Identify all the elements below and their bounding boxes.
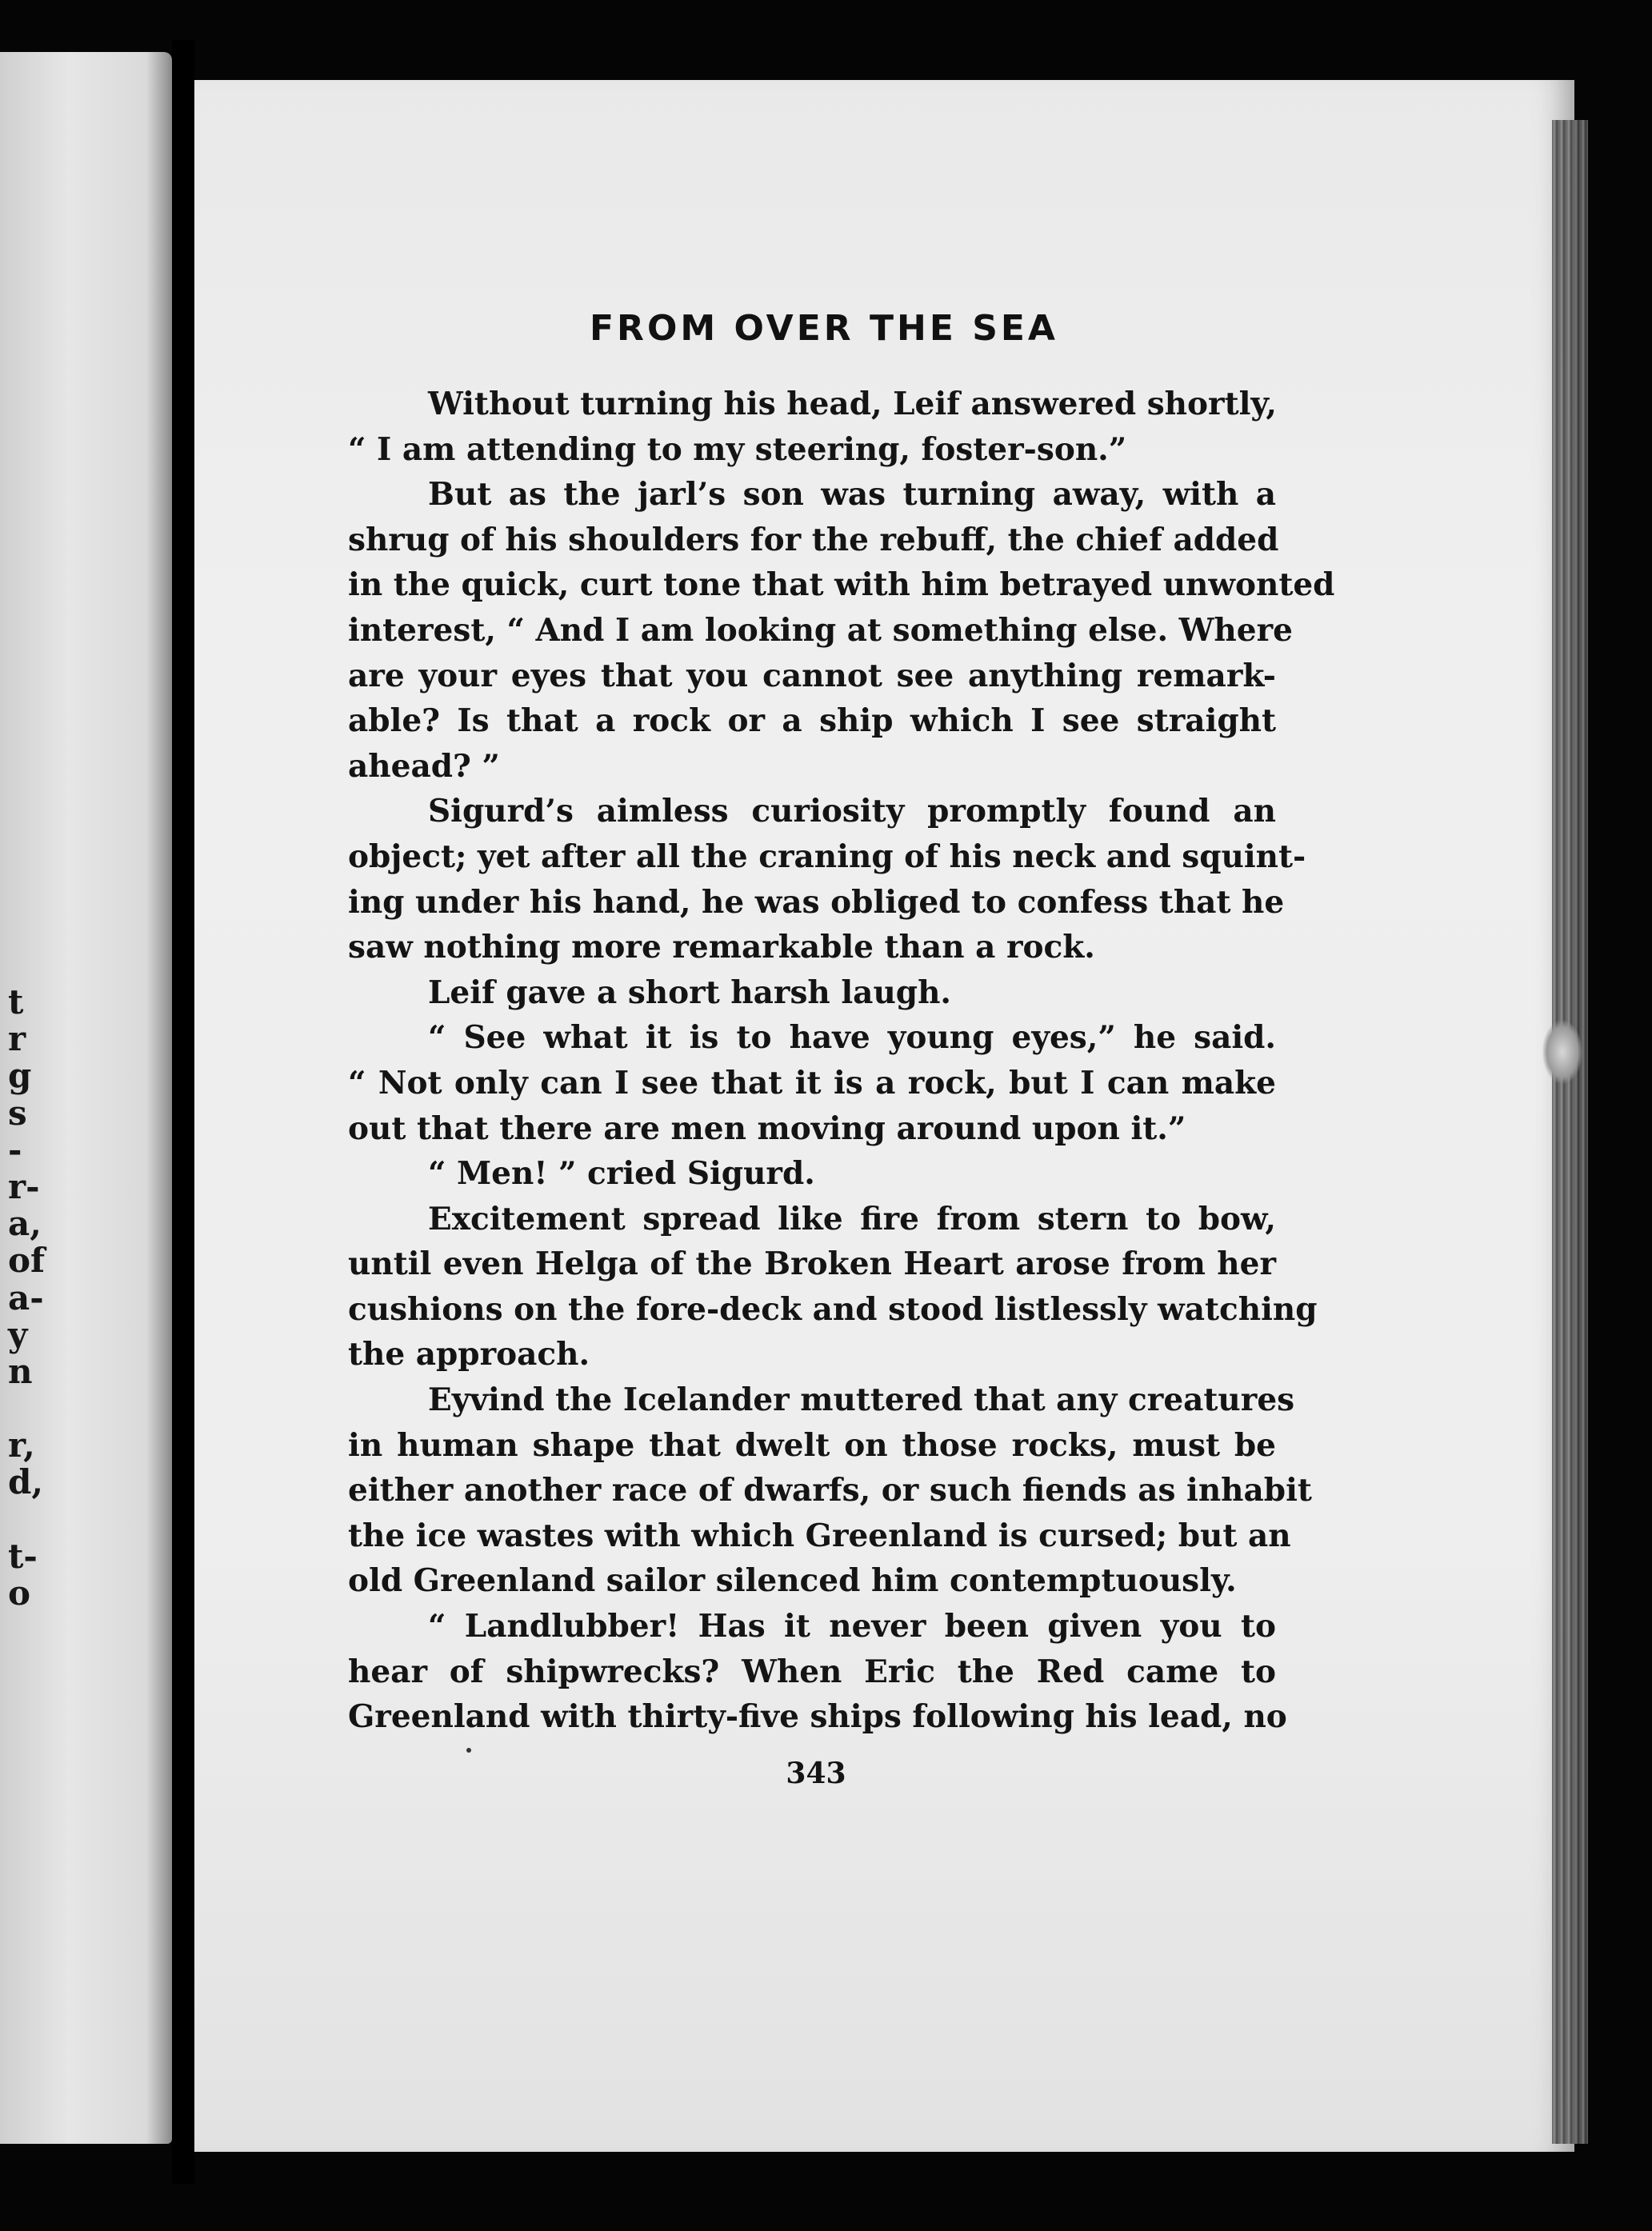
fragment-line: [8, 1390, 168, 1427]
fragment-line: r-: [8, 1166, 40, 1206]
fragment-line: s: [8, 1093, 27, 1133]
text-line: ahead? ”: [348, 747, 500, 785]
text-line: out that there are men moving around upon it.”: [348, 1110, 1186, 1147]
text-line: Sigurd’s aimless curiosity promptly found an: [428, 793, 1276, 830]
text-line: able? Is that a rock or a ship which I see straight: [348, 702, 1276, 740]
book-gutter: [172, 40, 194, 2184]
text-line: the ice wastes with which Greenland is cursed; but an: [348, 1517, 1291, 1554]
fragment-line: t-: [8, 1536, 38, 1576]
text-line: the approach.: [348, 1336, 590, 1373]
text-line: “ Landlubber! Has it never been given you to: [428, 1608, 1276, 1645]
text-line: Eyvind the Icelander muttered that any creatures: [428, 1381, 1295, 1419]
text-line: object; yet after all the craning of his neck and squint-: [348, 838, 1306, 875]
fragment-line: -: [8, 1129, 22, 1169]
page-blot: [1542, 1020, 1582, 1084]
text-line: “ I am attending to my steering, foster-son.”: [348, 430, 1127, 468]
fragment-line: a,: [8, 1204, 42, 1244]
fragment-line: r,: [8, 1425, 35, 1465]
ink-speck: [466, 1748, 471, 1753]
text-line: until even Helga of the Broken Heart arose from her: [348, 1245, 1276, 1283]
running-head: FROM OVER THE SEA: [590, 308, 1058, 349]
text-line: interest, “ And I am looking at something else. Where: [348, 611, 1293, 649]
fragment-line: o: [8, 1573, 31, 1613]
fragment-line: y: [8, 1314, 28, 1354]
text-line: But as the jarl’s son was turning away, with a: [428, 476, 1276, 514]
text-line: “ Men! ” cried Sigurd.: [428, 1155, 815, 1193]
fragment-line: a-: [8, 1277, 44, 1317]
text-line: either another race of dwarfs, or such fiends as inhabit: [348, 1472, 1312, 1509]
page-edge: [1552, 120, 1588, 2144]
text-line: ing under his hand, he was obliged to confess that he: [348, 883, 1285, 921]
text-line: “ Not only can I see that it is a rock, but I can make: [348, 1064, 1276, 1102]
text-line: cushions on the fore-deck and stood listlessly watching: [348, 1290, 1318, 1328]
text-line: Greenland with thirty-five ships following his lead, no: [348, 1698, 1287, 1736]
fragment-line: d,: [8, 1462, 43, 1502]
text-line: saw nothing more remarkable than a rock.: [348, 929, 1095, 966]
text-line: Leif gave a short harsh laugh.: [428, 974, 952, 1011]
fragment-line: g: [8, 1056, 32, 1096]
fragment-line: n: [8, 1351, 33, 1391]
text-line: Excitement spread like fire from stern to bow,: [428, 1200, 1276, 1237]
text-line: are your eyes that you cannot see anything remark-: [348, 657, 1276, 694]
fragment-line: t: [8, 982, 24, 1022]
text-line: “ See what it is to have young eyes,” he said.: [428, 1019, 1276, 1057]
body-text: [348, 382, 1335, 1740]
text-line: shrug of his shoulders for the rebuff, the chief added: [348, 521, 1279, 558]
text-line: in the quick, curt tone that with him betrayed unwonted: [348, 566, 1335, 604]
fragment-line: [8, 1501, 168, 1538]
text-line: in human shape that dwelt on those rocks, must be: [348, 1426, 1276, 1464]
previous-page-text-fragments: [8, 984, 168, 1612]
text-line: old Greenland sailor silenced him contemptuously.: [348, 1562, 1237, 1600]
text-line: Without turning his head, Leif answered shortly,: [428, 386, 1277, 422]
previous-page: [0, 52, 172, 2144]
fragment-line: of: [8, 1241, 46, 1281]
text-line: hear of shipwrecks? When Eric the Red came to: [348, 1653, 1276, 1690]
fragment-line: r: [8, 1019, 26, 1059]
page-number: 343: [786, 1757, 846, 1790]
